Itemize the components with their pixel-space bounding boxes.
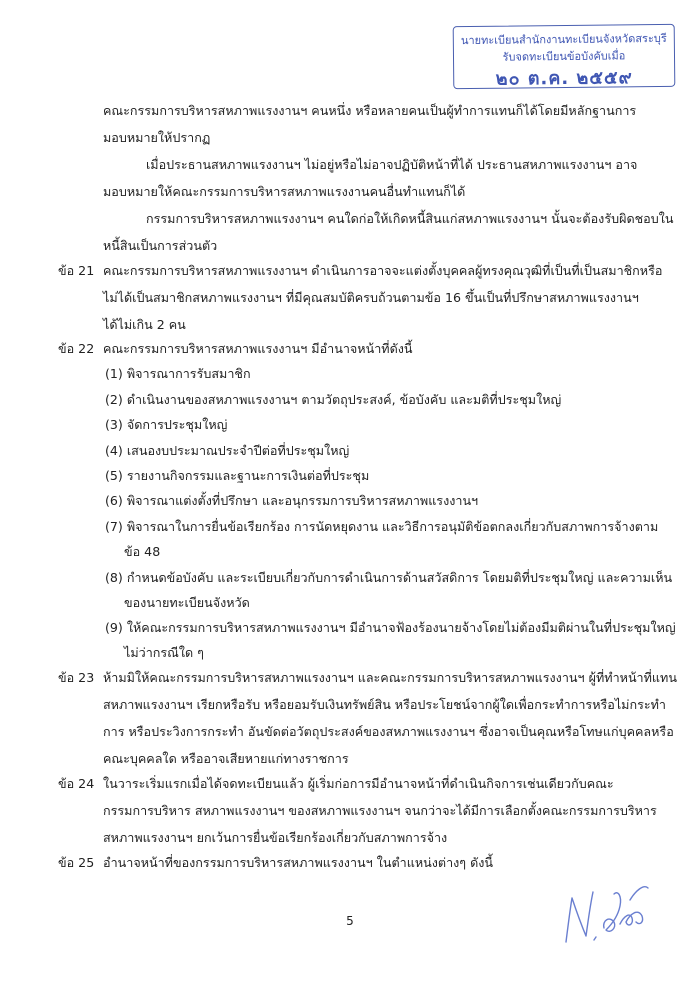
stamp-date: ๒๐ ต.ค. ๒๕๕๙ xyxy=(495,67,633,90)
article-23-line: คณะบุคคลใด หรืออาจเสียหายแก่ทางราชการ xyxy=(103,751,349,766)
article-23-line: การ หรือประวิงการกระทำ อันขัดต่อวัตถุประสงค์ของสหภาพแรงงานฯ ซึ่งอาจเป็นคุณหรือโทษแก่บุคคลหรือ xyxy=(103,724,674,739)
registration-stamp xyxy=(453,24,676,89)
article-number-22: ข้อ 22 xyxy=(58,341,95,356)
article-22-line: คณะกรรมการบริหารสหภาพแรงงานฯ มีอำนาจหน้าที่ดังนี้ xyxy=(103,341,413,356)
article-23-line: สหภาพแรงงานฯ เรียกหรือรับ หรือยอมรับเงินทรัพย์สิน หรือประโยชน์จากผู้ใดเพื่อกระทำการหรือไม่กระทำ xyxy=(103,697,666,712)
article-24-line: ในวาระเริ่มแรกเมื่อได้จดทะเบียนแล้ว ผู้เริ่มก่อการมีอำนาจหน้าที่ดำเนินกิจการเช่นเดียวกับคณะ xyxy=(103,776,614,791)
stamp-received-line: รับจดทะเบียนข้อบังคับเมื่อ xyxy=(502,49,626,64)
list-item-continuation: ของนายทะเบียนจังหวัด xyxy=(124,595,250,610)
article-25-line: อำนาจหน้าที่ของกรรมการบริหารสหภาพแรงงานฯ ในตำแหน่งต่างๆ ดังนี้ xyxy=(103,855,494,870)
handwritten-signature xyxy=(560,876,655,948)
paragraph-line: กรรมการบริหารสหภาพแรงงานฯ คนใดก่อให้เกิดหนี้สินแก่สหภาพแรงงานฯ นั้นจะต้องรับผิดชอบใน xyxy=(146,211,674,226)
list-item-continuation: ข้อ 48 xyxy=(124,544,161,559)
paragraph-line: มอบหมายให้คณะกรรมการบริหารสหภาพแรงงานคนอื่นทำแทนก็ได้ xyxy=(103,184,466,199)
list-item: (8) กำหนดข้อบังคับ และระเบียบเกี่ยวกับการดำเนินการด้านสวัสดิการ โดยมติที่ประชุมใหญ่ และความเห็น xyxy=(105,570,673,585)
list-item: (4) เสนองบประมาณประจำปีต่อที่ประชุมใหญ่ xyxy=(105,443,350,458)
article-24-line: สหภาพแรงงานฯ ยกเว้นการยื่นข้อเรียกร้องเกี่ยวกับสภาพการจ้าง xyxy=(103,830,448,845)
list-item: (7) พิจารณาในการยื่นข้อเรียกร้อง การนัดหยุดงาน และวิธีการอนุมัติข้อตกลงเกี่ยวกับสภาพการจ้างตาม xyxy=(105,519,659,534)
article-number-25: ข้อ 25 xyxy=(58,855,95,870)
article-number-21: ข้อ 21 xyxy=(58,263,95,278)
list-item-continuation: ไม่ว่ากรณีใด ๆ xyxy=(124,645,204,660)
page-number: 5 xyxy=(346,914,354,928)
list-item: (1) พิจารณาการรับสมาชิก xyxy=(105,366,251,381)
article-number-23: ข้อ 23 xyxy=(58,670,95,685)
paragraph-line: หนี้สินเป็นการส่วนตัว xyxy=(103,238,218,253)
stamp-registrar-line: นายทะเบียนสำนักงานทะเบียนจังหวัดสระบุรี xyxy=(460,31,667,48)
article-21-line: คณะกรรมการบริหารสหภาพแรงงานฯ ดำเนินการอาจจะแต่งตั้งบุคคลผู้ทรงคุณวุฒิที่เป็นที่เป็นสมาชิกหรือ xyxy=(103,263,663,278)
list-item: (6) พิจารณาแต่งตั้งที่ปรึกษา และอนุกรรมการบริหารสหภาพแรงงานฯ xyxy=(105,493,479,508)
list-item: (2) ดำเนินงานของสหภาพแรงงานฯ ตามวัตถุประสงค์, ข้อบังคับ และมติที่ประชุมใหญ่ xyxy=(105,392,562,407)
list-item: (5) รายงานกิจกรรมและฐานะการเงินต่อที่ประชุม xyxy=(105,468,370,483)
paragraph-line: มอบหมายให้ปรากฏ xyxy=(103,130,211,145)
paragraph-line: เมื่อประธานสหภาพแรงงานฯ ไม่อยู่หรือไม่อาจปฏิบัติหน้าที่ได้ ประธานสหภาพแรงงานฯ อาจ xyxy=(146,157,638,172)
article-number-24: ข้อ 24 xyxy=(58,776,95,791)
article-21-line: ไม่ได้เป็นสมาชิกสหภาพแรงงานฯ ที่มีคุณสมบัติครบถ้วนตามข้อ 16 ขึ้นเป็นที่ปรึกษาสหภาพแรงงานฯ xyxy=(103,290,639,305)
list-item: (9) ให้คณะกรรมการบริหารสหภาพแรงงานฯ มีอำนาจฟ้องร้องนายจ้างโดยไม่ต้องมีมติผ่านในที่ประชุมใหญ่ xyxy=(105,620,676,635)
article-24-line: กรรมการบริหาร สหภาพแรงงานฯ ของสหภาพแรงงานฯ จนกว่าจะได้มีการเลือกตั้งคณะกรรมการบริหาร xyxy=(103,803,657,818)
article-21-line: ได้ไม่เกิน 2 คน xyxy=(103,317,186,332)
article-23-line: ห้ามมิให้คณะกรรมการบริหารสหภาพแรงงานฯ และคณะกรรมการบริหารสหภาพแรงงานฯ ผู้ที่ทำหน้าที่แทน xyxy=(103,670,677,685)
paragraph-line: คณะกรรมการบริหารสหภาพแรงงานฯ คนหนึ่ง หรือหลายคนเป็นผู้ทำการแทนก็ได้โดยมีหลักฐานการ xyxy=(103,103,637,118)
list-item: (3) จัดการประชุมใหญ่ xyxy=(105,417,228,432)
